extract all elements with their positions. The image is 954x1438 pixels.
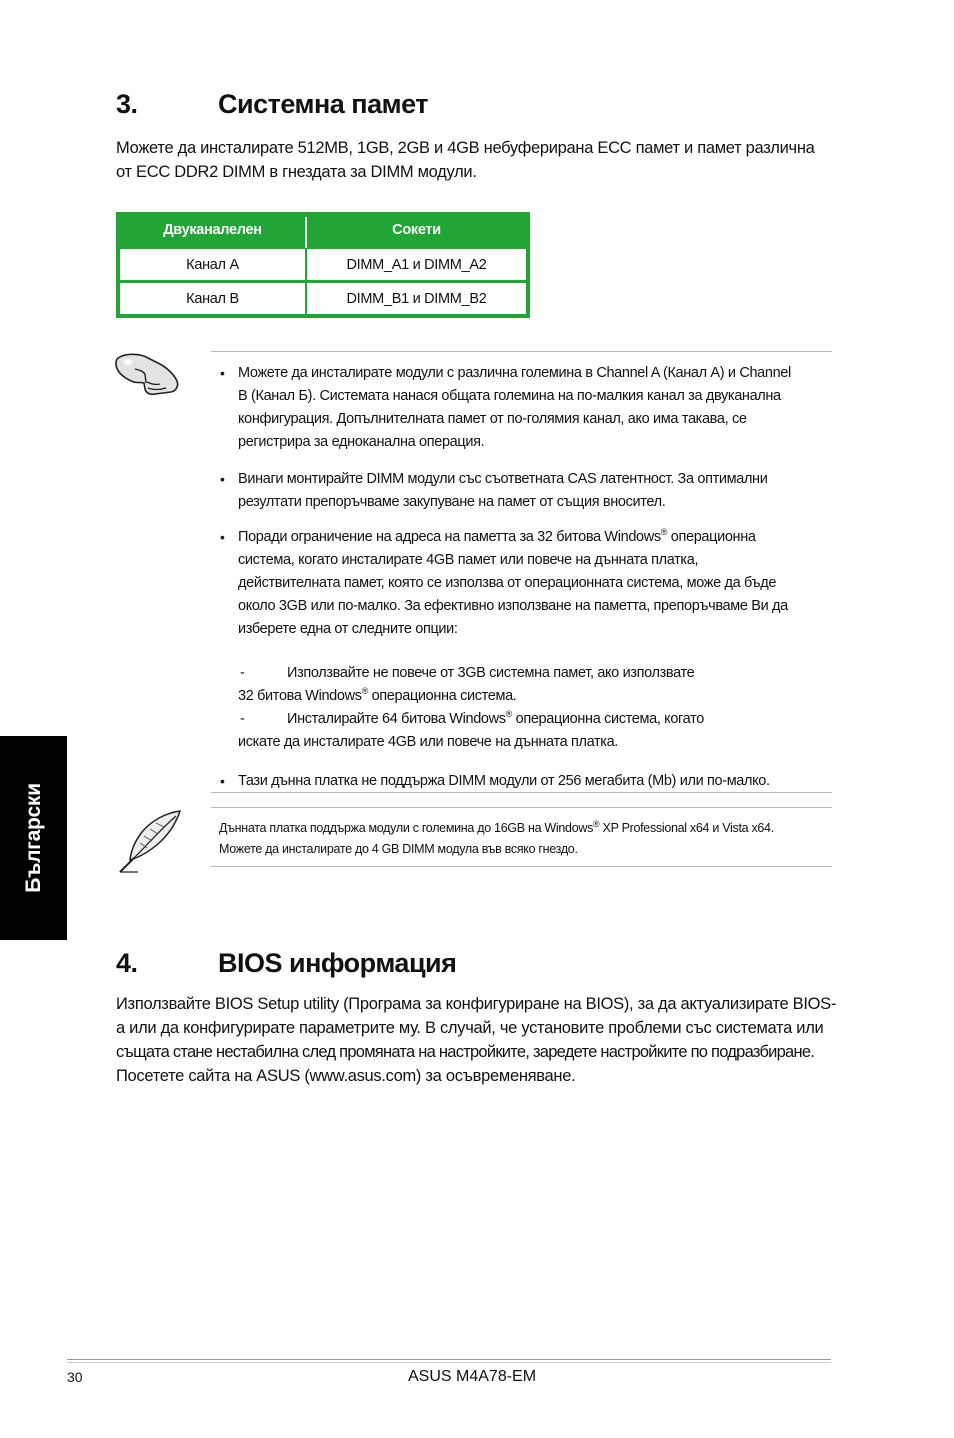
- list-item: • Винаги монтирайте DIMM модули със съответната CAS латентност. За оптимални резултати препоръчваме закупуване на памет от същия вносител.: [220, 471, 768, 510]
- page-number: 30: [67, 1369, 83, 1385]
- table-header-sockets: Сокети: [392, 222, 441, 238]
- product-name: ASUS M4A78-EM: [408, 1368, 537, 1385]
- section-number: 4.: [116, 948, 138, 978]
- table-row-a-channel: Канал A: [120, 249, 305, 280]
- table-header-dual-channel: Двуканалелен: [163, 222, 262, 238]
- feather-pen-icon: [114, 808, 184, 876]
- hand-pointer-icon: [114, 350, 180, 400]
- section-title: Системна памет: [218, 89, 428, 119]
- table-row-b-channel: Канал B: [120, 283, 305, 314]
- table-row-a-sockets: DIMM_A1 и DIMM_A2: [307, 249, 526, 280]
- section-title: BIOS информация: [218, 948, 457, 978]
- bios-paragraph: Използвайте BIOS Setup utility (Програма за конфигуриране на BIOS), за да актуализирате BIOS- а или да конфигурирате параметрите му. В случай, че установите проблеми със системата или същата стане нестабилна след промяната на настройките, заредете настройките по подразбиране. Посетете сайта на ASUS (www.asus.com) за осъвременяване.: [116, 995, 837, 1085]
- note-dimm-capacity: Дънната платка поддържа модули с големина до 16GB на Windows® XP Professional x64 и Vista x64. Можете да инсталирате до 4 GB DIMM модула във всяко гнездо.: [219, 818, 774, 856]
- memory-channel-table: [116, 212, 530, 318]
- language-tab: [0, 736, 67, 940]
- language-tab-label: Български: [21, 783, 45, 893]
- options-list: - Използвайте не повече от 3GB системна памет, ако използвате 32 битова Windows® операционна система. - Инсталирайте 64 битова Windows® операционна система, когато искате да инсталирате 4GB или повече на дънната платка.: [238, 665, 704, 750]
- table-row-b-sockets: DIMM_B1 и DIMM_B2: [307, 283, 526, 314]
- list-item: • Поради ограничение на адреса на паметта за 32 битова Windows® операционна система, когато инсталирате 4GB памет или повече на дънната платка, действителната памет, която се използва от операционната система, може да бъде около 3GB или по-малко. За ефективно използване на паметта, препоръчваме Ви да изберете една от следните опции:: [220, 527, 788, 637]
- section-number: 3.: [116, 89, 138, 119]
- memory-notes: [220, 362, 840, 793]
- list-item: • Тази дънна платка не поддържа DIMM модули от 256 мегабита (Mb) или по-малко.: [220, 773, 770, 789]
- list-item: • Можете да инсталирате модули с различна големина в Channel A (Канал A) и Channel B (Канал Б). Системата нанася общата големина на по-малкия канал за двуканална конфигурация. Допълнителната памет от по-голямия канал, ако има такава, се регистрира за едноканална операция.: [220, 365, 791, 450]
- intro-paragraph: Можете да инсталирате 512MB, 1GB, 2GB и 4GB небуферирана ECC памет и памет различна от ECC DDR2 DIMM в гнездата за DIMM модули.: [116, 139, 815, 181]
